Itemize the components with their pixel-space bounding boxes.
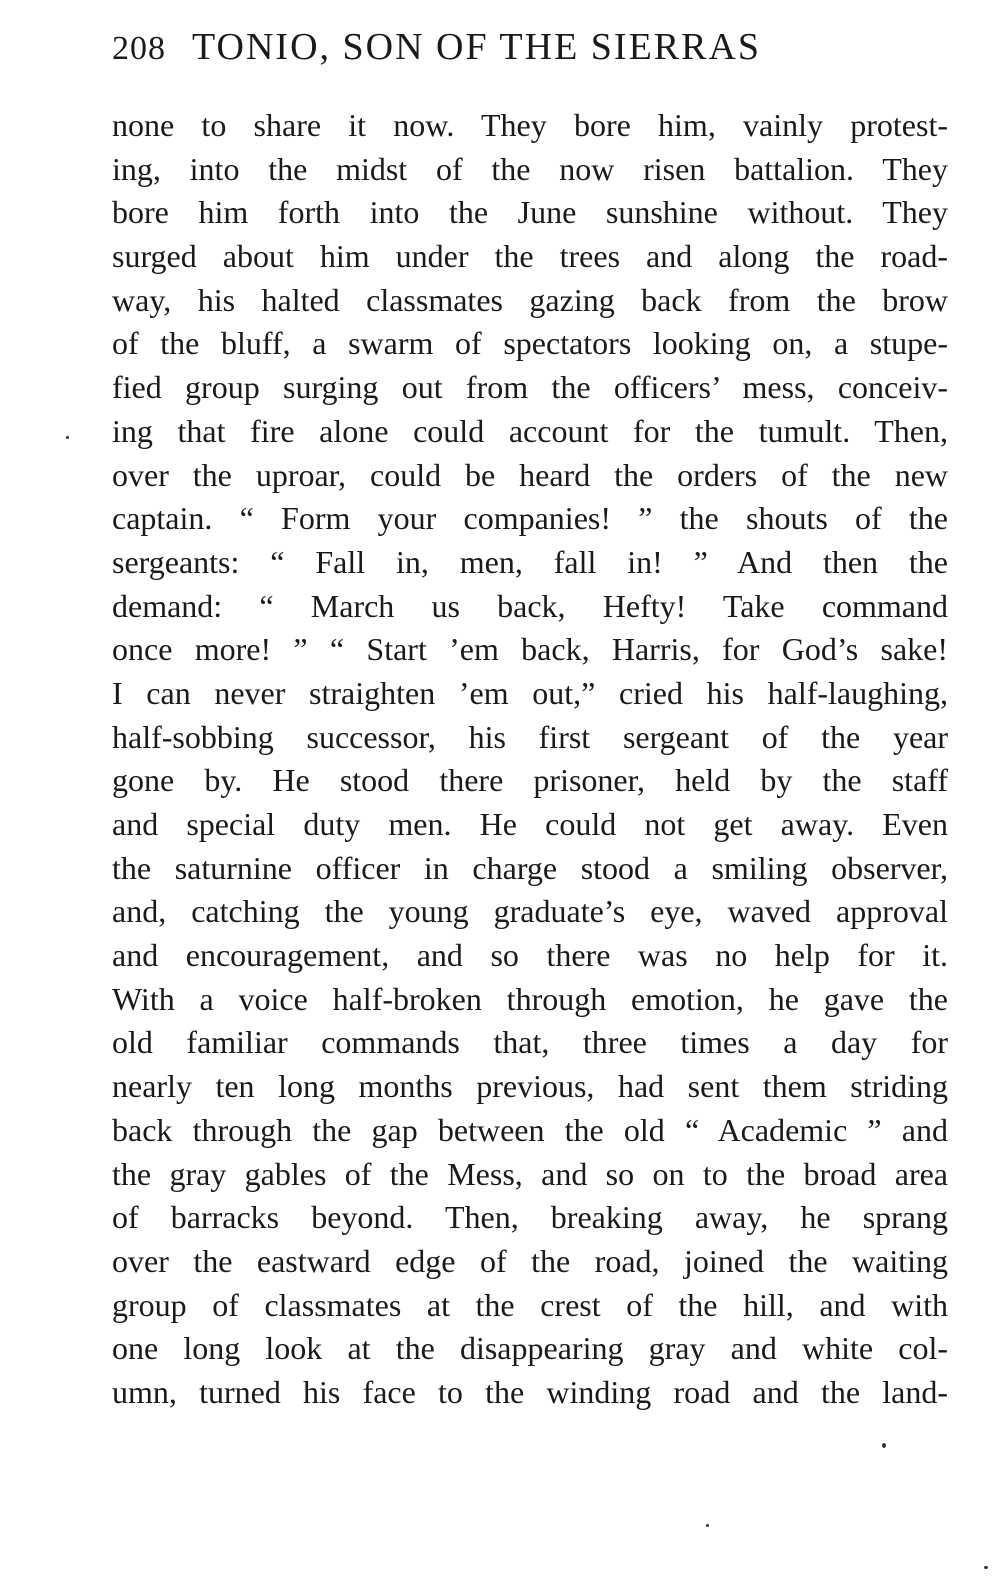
text-line: back through the gap between the old “ Academic ” and	[112, 1111, 948, 1148]
text-line: and, catching the young graduate’s eye, waved approval	[112, 893, 948, 930]
text-line: captain. “ Form your companies! ” the shouts of the	[112, 500, 948, 537]
text-line: demand: “ March us back, Hefty! Take command	[112, 587, 948, 624]
text-line: With a voice half-broken through emotion, he gave the	[112, 980, 948, 1017]
text-line: surged about him under the trees and along the road-	[112, 238, 948, 275]
text-line: once more! ” “ Start ’em back, Harris, for God’s sake!	[112, 631, 948, 668]
scan-speck	[984, 1566, 988, 1569]
text-line: bore him forth into the June sunshine without. They	[112, 194, 948, 231]
text-line: I can never straighten ’em out,” cried his half-laughing,	[112, 674, 948, 711]
text-line: none to share it now. They bore him, vainly protest-	[112, 107, 948, 143]
scan-speck	[66, 436, 69, 439]
text-line: fied group surging out from the officers’ mess, conceiv-	[112, 369, 948, 406]
page-number: 208	[112, 30, 166, 67]
text-line: the gray gables of the Mess, and so on to the broad area	[112, 1155, 948, 1192]
text-line: over the uproar, could be heard the orders of the new	[112, 456, 948, 493]
text-line: group of classmates at the crest of the hill, and with	[112, 1286, 948, 1323]
scan-speck	[882, 1443, 886, 1448]
text-line: and special duty men. He could not get away. Even	[112, 806, 948, 842]
text-line: nearly ten long months previous, had sent them striding	[112, 1068, 948, 1105]
running-head	[112, 22, 948, 72]
text-line: way, his halted classmates gazing back from the brow	[112, 281, 948, 318]
text-line: of the bluff, a swarm of spectators looking on, a stupe-	[112, 325, 948, 362]
text-line: half-sobbing successor, his first sergeant of the year	[112, 718, 948, 755]
text-line: old familiar commands that, three times a day for	[112, 1024, 948, 1061]
text-line: over the eastward edge of the road, joined the waiting	[112, 1242, 948, 1279]
text-line: ing, into the midst of the now risen battalion. They	[112, 150, 948, 187]
book-title: TONIO, SON OF THE SIERRAS	[192, 26, 762, 68]
body-text	[112, 104, 948, 1415]
text-line: umn, turned his face to the winding road and the land-	[112, 1373, 948, 1410]
text-line: sergeants: “ Fall in, men, fall in! ” And then the	[112, 543, 948, 580]
scan-speck	[706, 1524, 709, 1527]
text-line: and encouragement, and so there was no help for it.	[112, 937, 948, 974]
text-line: gone by. He stood there prisoner, held by the staff	[112, 762, 948, 799]
text-line: one long look at the disappearing gray and white col-	[112, 1330, 948, 1367]
text-line: of barracks beyond. Then, breaking away, he sprang	[112, 1199, 948, 1236]
text-line: the saturnine officer in charge stood a smiling observer,	[112, 849, 948, 886]
text-line: ing that fire alone could account for the tumult. Then,	[112, 412, 948, 449]
